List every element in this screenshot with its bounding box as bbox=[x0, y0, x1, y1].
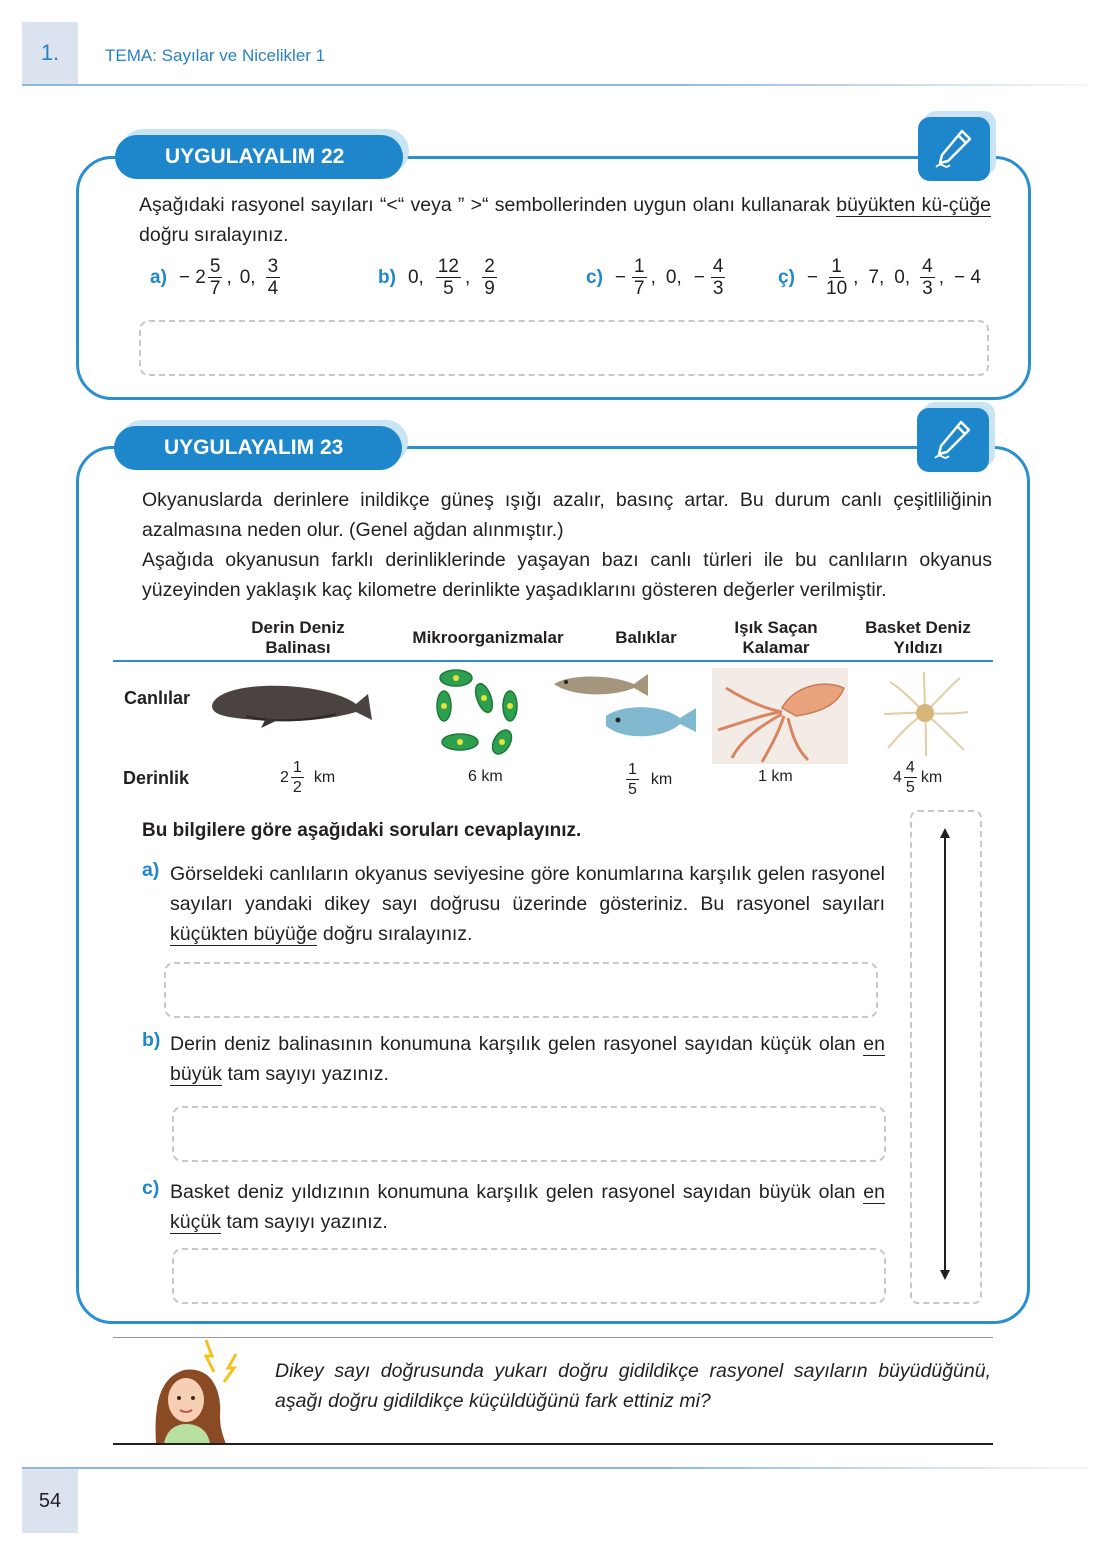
fraction-3-4: $\frac{3}{4}$ bbox=[267, 256, 279, 299]
footer-divider bbox=[22, 1467, 1088, 1469]
exercise-23-paragraph-1: Okyanuslarda derinlere inildikçe güneş ışığı azalır, basınç artar. Bu durum canlı çeşitliliğinin azalmasına neden olur. (Genel ağdan alınmıştır.) bbox=[142, 489, 992, 541]
exercise-22-instruction: Aşağıdaki rasyonel sayıları “<“ veya ” >“ sembollerinden uygun olanı kullanarak büyükten kü-çüğe doğru sıralayınız. bbox=[139, 194, 991, 246]
fraction-5-7: $\frac{5}{7}$ bbox=[209, 256, 221, 299]
depth-squid: 1 km bbox=[758, 768, 793, 785]
column-header-squid: Işık Saçan Kalamar bbox=[734, 618, 818, 657]
exercise-23-title: UYGULAYALIM 23 bbox=[114, 426, 402, 470]
fraction-4-3b: $\frac{4}{3}$ bbox=[922, 256, 933, 299]
question-a-label: a) bbox=[142, 859, 160, 881]
column-header-fish: Balıklar bbox=[615, 628, 677, 647]
item-c: c) − $\frac{1}{7}$ , 0, − $\frac{4}{3}$ bbox=[586, 256, 724, 299]
fraction-2-9: $\frac{2}{9}$ bbox=[484, 256, 495, 299]
note-text: Dikey sayı doğrusunda yukarı doğru gidildikçe rasyonel sayıların büyüdüğünü, aşağı doğru gidildikçe küçüldüğünü fark ettiniz mi? bbox=[275, 1360, 991, 1412]
mixed-minus-2: − 2 bbox=[178, 266, 206, 288]
microorganisms-image bbox=[430, 664, 530, 756]
fraction-12-5: $\frac{12}{5}$ bbox=[437, 256, 459, 299]
basket-star-image bbox=[880, 668, 970, 758]
fraction-1-10: $\frac{1}{10}$ bbox=[826, 256, 848, 299]
fraction-1-7: $\frac{1}{7}$ bbox=[634, 256, 645, 299]
row-label-creatures: Canlılar bbox=[124, 688, 191, 708]
depth-microorganisms: 6 km bbox=[468, 768, 503, 785]
column-header-basket-star: Basket Deniz Yıldızı bbox=[865, 618, 971, 657]
questions-heading: Bu bilgilere göre aşağıdaki soruları cevaplayınız. bbox=[142, 820, 582, 841]
answer-box-c[interactable] bbox=[172, 1248, 886, 1304]
item-a: a) − 2 $\frac{5}{7}$ , 0, $\frac{3}{4}$ bbox=[150, 256, 279, 299]
question-c-text: Basket deniz yıldızının konumuna karşılık gelen rasyonel sayıdan büyük olan en küçük tam sayıyı yazınız. bbox=[170, 1181, 885, 1233]
zero-term: 0, bbox=[239, 266, 256, 288]
girl-thinking-image bbox=[140, 1338, 246, 1444]
exercise-22-title: UYGULAYALIM 22 bbox=[115, 135, 403, 179]
depth-fish: $\frac{1}{5}$ km bbox=[628, 761, 673, 798]
pencil-icon bbox=[917, 408, 989, 472]
vertical-number-line bbox=[935, 826, 955, 1282]
page-number: 54 bbox=[22, 1469, 78, 1533]
whale-image bbox=[206, 678, 376, 728]
pencil-icon bbox=[918, 117, 990, 181]
question-b-text: Derin deniz balinasının konumuna karşılık gelen rasyonel sayıdan küçük olan en büyük tam sayıyı yazınız. bbox=[170, 1033, 885, 1085]
note-bottom-divider bbox=[113, 1443, 993, 1445]
row-label-depth: Derinlik bbox=[123, 768, 190, 788]
item-c-cedilla: ç) − $\frac{1}{10}$ , 7, 0, $\frac{4}{3}$ , − 4 bbox=[778, 256, 981, 299]
question-a-text: Görseldeki canlıların okyanus seviyesine göre konumlarına karşılık gelen rasyonel sayıları yandaki dikey sayı doğrusu üzerinde gösteriniz. Bu rasyonel sayıları küçükten büyüğe doğru sıralayınız. bbox=[170, 863, 885, 945]
question-c-label: c) bbox=[142, 1177, 160, 1199]
theme-title: TEMA: Sayılar ve Nicelikler 1 bbox=[105, 46, 326, 65]
header-divider bbox=[22, 84, 1088, 86]
answer-box-b[interactable] bbox=[172, 1106, 886, 1162]
depth-whale: 2 $\frac{1}{2}$ km bbox=[280, 759, 336, 796]
exercise-23-paragraph-2: Aşağıda okyanusun farklı derinliklerinde yaşayan bazı canlı türleri ile bu canlıların okyanus yüzeyinden yaklaşık kaç kilometre derinlikte yaşadıklarını gösteren değerler verilmiştir. bbox=[142, 549, 992, 601]
item-b: b) 0, $\frac{12}{5}$ , $\frac{2}{9}$ bbox=[378, 256, 495, 299]
squid-image bbox=[712, 668, 848, 764]
column-header-whale: Derin Deniz Balinası bbox=[251, 618, 345, 657]
answer-box-a[interactable] bbox=[164, 962, 878, 1018]
depth-basket-star: 4 $\frac{4}{5}$ km bbox=[893, 759, 943, 796]
fraction-4-3: $\frac{4}{3}$ bbox=[712, 256, 724, 299]
unit-number: 1. bbox=[22, 22, 78, 84]
column-header-microorganisms: Mikroorganizmalar bbox=[412, 628, 564, 647]
table-divider bbox=[113, 660, 993, 662]
answer-box-22[interactable] bbox=[139, 320, 989, 376]
fish-image bbox=[550, 670, 700, 746]
question-b-label: b) bbox=[142, 1029, 161, 1051]
